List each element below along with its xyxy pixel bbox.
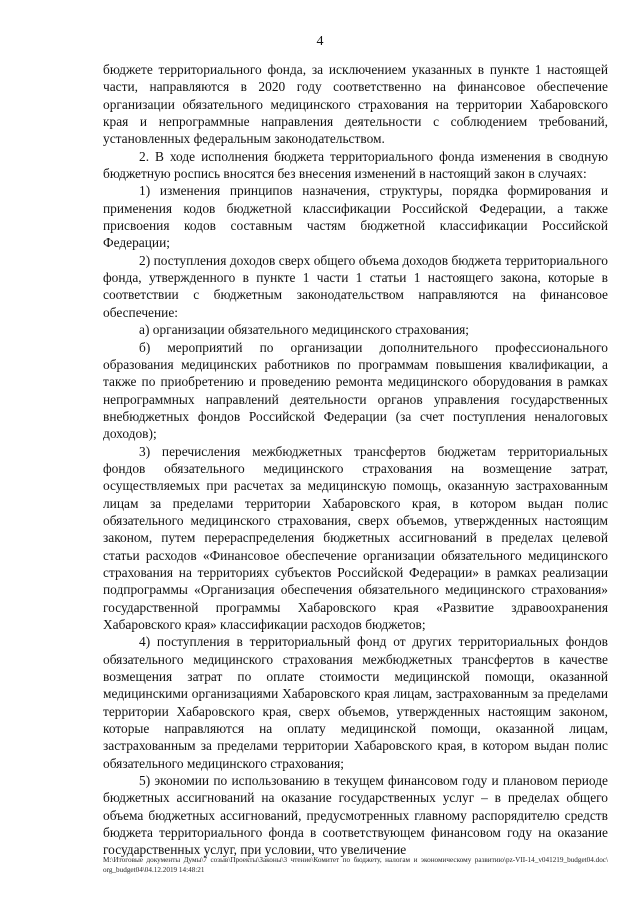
paragraph-subitem-4: 4) поступления в территориальный фонд от других территориальных фондов обязательного медицинского страхования межбюджетных трансфертов в качестве возмещения затрат по оплате стоимости медицинской помощи, оказанной медицинскими организациями Хабаровского края лицам, застрахованным за пределами территории Хабаровского края, сверх объемов, утвержденных настоящим законом, которые направляются на оплату медицинской помощи, оказанной лицам, застрахованным за пределами территории Хабаровского края, в котором выдан полис обязательного медицинского страхования; <box>103 634 608 771</box>
paragraph-subitem-1: 1) изменения принципов назначения, структуры, порядка формирования и применения кодов бюджетной классификации Российской Федерации, а также присвоения кодов составным частям бюджетной классификации Российской Федерации; <box>103 183 608 251</box>
paragraph-continuation: бюджете территориального фонда, за исключением указанных в пункте 1 настоящей части, направляются в 2020 году соответственно на финансовое обеспечение организации обязательного медицинского страхования на территории Хабаровского края и непрограммные направления деятельности с соблюдением требований, установленных федеральным законодательством. <box>103 62 608 147</box>
paragraph-subitem-2: 2) поступления доходов сверх общего объема доходов бюджета территориального фонда, утвержденного в пункте 1 части 1 статьи 1 настоящего закона, которые в соответствии с бюджетным законодательством направляются на финансовое обеспечение: <box>103 252 608 320</box>
paragraph-subitem-3: 3) перечисления межбюджетных трансфертов бюджетам территориальных фондов обязательного медицинского страхования на возмещение затрат, осуществляемых при расчетах за медицинскую помощь, оказанную застрахованным лицам за пределами территории Хабаровского края, в котором выдан полис обязательного медицинского страхования, сверх объемов, утвержденных настоящим законом, путем перераспределения бюджетных ассигнований в пределах целевой статьи расходов «Финансовое обеспечение организации обязательного медицинского страхования на территориях субъектов Российской Федерации» в рамках реализации подпрограммы «Организация обеспечения обязательного медицинского страхования» государственной программы Хабаровского края «Развитие здравоохранения Хабаровского края» классификации расходов бюджетов; <box>103 443 608 632</box>
paragraph-subitem-5: 5) экономии по использованию в текущем финансовом году и плановом периоде бюджетных ассигнований на оказание государственных услуг – в пределах общего объема бюджетных ассигнований, предусмотренных главному распорядителю средств бюджета территориального фонда в соответствующем финансовом году на оказание государственных услуг, при условии, что увеличение <box>103 773 608 858</box>
page-number: 4 <box>316 34 324 49</box>
paragraph-subitem-2b: б) мероприятий по организации дополнительного профессионального образования медицинских работников по программам повышения квалификации, а также по приобретению и проведению ремонта медицинского оборудования в рамках непрограммных направлений деятельности органов управления государственных внебюджетных фондов Российской Федерации (за счет поступления неналоговых доходов); <box>103 339 608 442</box>
document-body <box>103 61 608 859</box>
paragraph-subitem-2a: а) организации обязательного медицинского страхования; <box>139 322 470 338</box>
paragraph-item-2: 2. В ходе исполнения бюджета территориального фонда изменения в сводную бюджетную роспись вносятся без внесения изменений в настоящий закон в случаях: <box>103 148 608 182</box>
file-path-footer: M:\Итоговые документы Думы\7 созыв\Проекты\Законы\3 чтение\Комитет по бюджету, налогам и экономическому развитию\pz-VII-14_v041219_budget04.doc\ org_budget04\04.12.2019 14:48:21 <box>103 856 608 874</box>
